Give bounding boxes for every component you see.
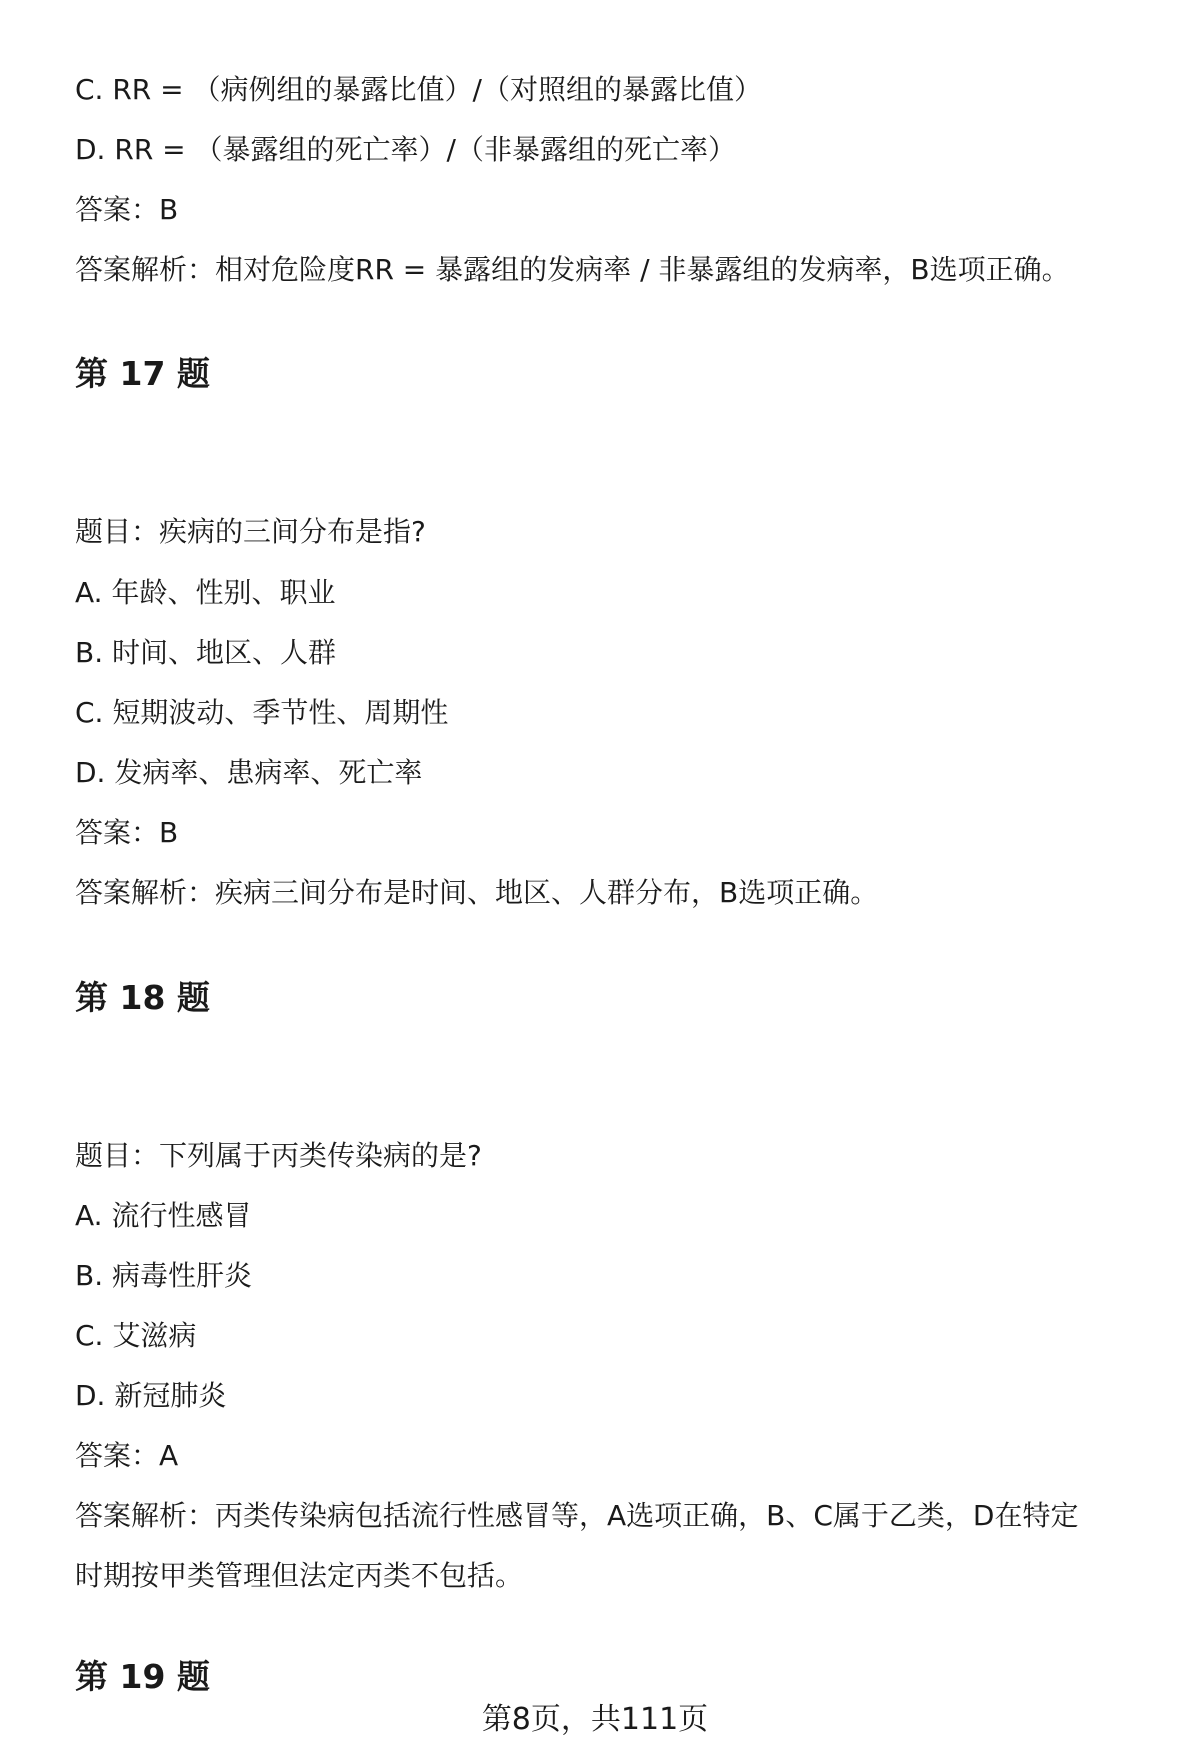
- q17-option-d: D. 发病率、患病率、死亡率: [75, 756, 423, 789]
- q17-question: 题目：疾病的三间分布是指?: [75, 515, 426, 548]
- q18-option-d: D. 新冠肺炎: [75, 1379, 227, 1412]
- q18-option-a: A. 流行性感冒: [75, 1199, 252, 1232]
- q18-answer: 答案：A: [75, 1439, 179, 1472]
- q17-explanation: 答案解析：疾病三间分布是时间、地区、人群分布，B选项正确。: [75, 876, 879, 909]
- q16-explanation: 答案解析：相对危险度RR = 暴露组的发病率 / 非暴露组的发病率，B选项正确。: [75, 253, 1070, 286]
- q19-heading: 第 19 题: [75, 1657, 210, 1696]
- page-footer: 第8页，共111页: [481, 1702, 709, 1737]
- q18-explanation-line2: 时期按甲类管理但法定丙类不包括。: [75, 1559, 524, 1592]
- q16-answer: 答案：B: [75, 193, 179, 226]
- q17-option-b: B. 时间、地区、人群: [75, 636, 337, 669]
- q18-explanation-line1: 答案解析：丙类传染病包括流行性感冒等，A选项正确，B、C属于乙类，D在特定: [75, 1499, 1079, 1532]
- q18-heading: 第 18 题: [75, 978, 210, 1017]
- q16-option-d: D. RR = （暴露组的死亡率）/（非暴露组的死亡率）: [75, 133, 736, 166]
- q17-option-c: C. 短期波动、季节性、周期性: [75, 696, 449, 729]
- q16-option-c: C. RR = （病例组的暴露比值）/（对照组的暴露比值）: [75, 73, 762, 106]
- q17-heading: 第 17 题: [75, 354, 210, 393]
- q17-option-a: A. 年龄、性别、职业: [75, 576, 336, 609]
- q18-question: 题目：下列属于丙类传染病的是?: [75, 1139, 482, 1172]
- q17-answer: 答案：B: [75, 816, 179, 849]
- q18-option-b: B. 病毒性肝炎: [75, 1259, 253, 1292]
- q18-option-c: C. 艾滋病: [75, 1319, 197, 1352]
